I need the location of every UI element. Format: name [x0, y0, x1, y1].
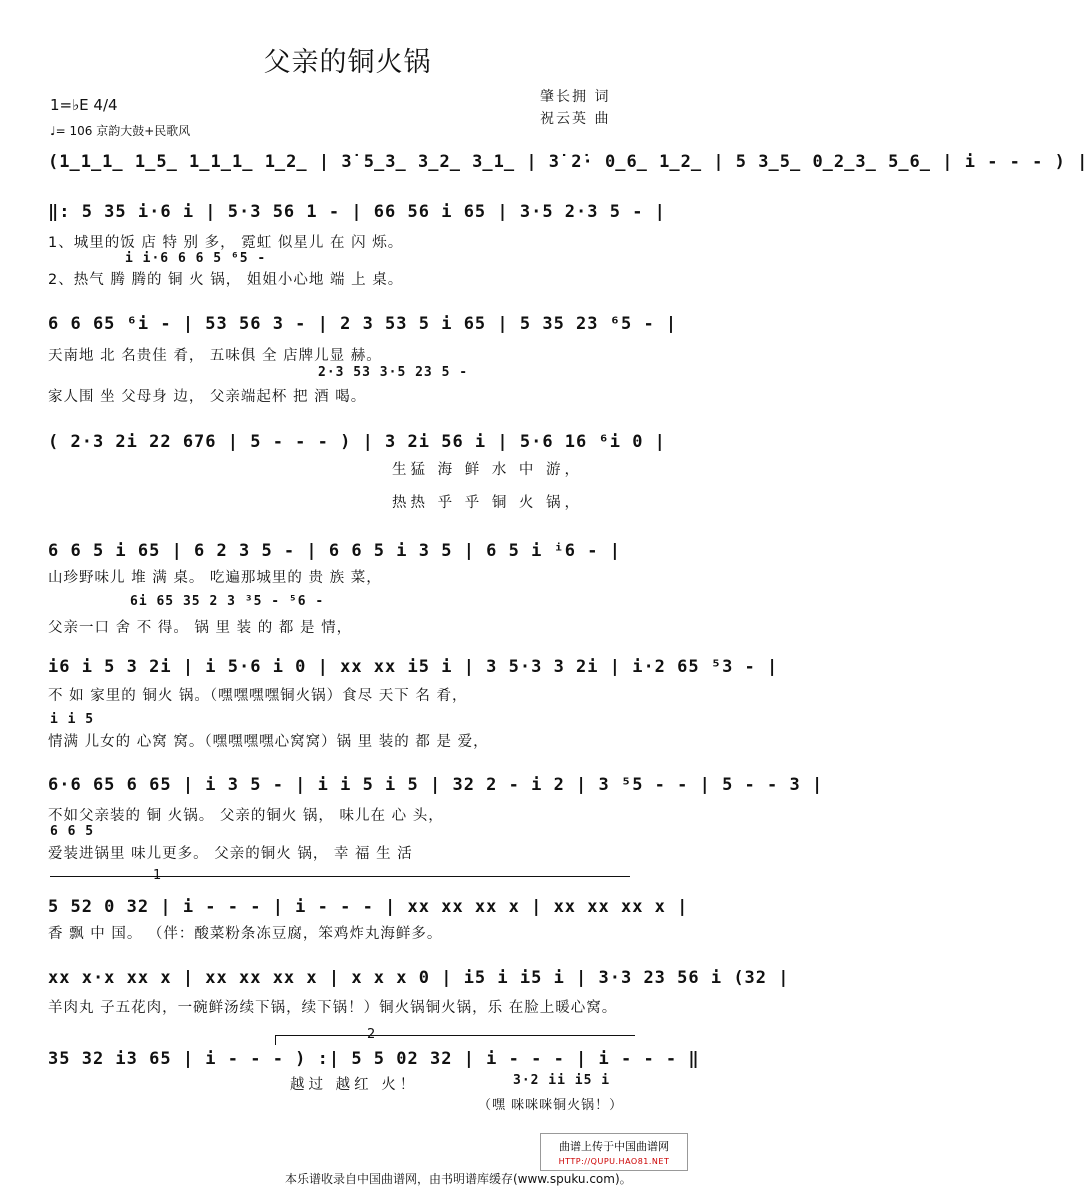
lyric-line-5b: 父亲一口 舍 不 得。 锅 里 装 的 都 是 情，	[48, 620, 353, 636]
score-line-3: 6 6 65 ⁶i - | 53 56 3 - | 2 3 53 5 i 65 | 5 35 23 ⁶5 - |	[48, 314, 678, 334]
lyric-line-9: 羊肉丸 子五花肉，一碗鲜汤续下锅，续下锅！）铜火锅铜火锅，乐 在脸上暖心窝。	[48, 1000, 618, 1016]
watermark-line-2: HTTP://QUPU.HAO81.NET	[558, 1157, 670, 1166]
lyric-line-2a: 1、城里的饭 店 特 别 多， 霓虹 似星儿 在 闪 烁。	[48, 235, 404, 251]
page-title: 父亲的铜火锅	[263, 47, 432, 78]
score-line-8: 5 52 0 32 | i - - - | i - - - | xx xx xx x | xx xx xx x |	[48, 897, 689, 917]
lyric-line-8: 香 飘 中 国。 （伴：酸菜粉条冻豆腐，笨鸡炸丸海鲜多。	[48, 926, 443, 942]
alt-notes-10: 3·2 ii i5 i	[513, 1073, 611, 1088]
alt-notes-3: 2·3 53 3·5 23 5 -	[318, 365, 469, 380]
lyric-line-6b: 情满 儿女的 心窝 窝。（嘿嘿嘿嘿心窝窝）锅 里 装的 都 是 爱，	[48, 734, 489, 750]
lyric-line-2b: 2、热气 腾 腾的 铜 火 锅， 姐姐小心地 端 上 桌。	[48, 272, 404, 288]
score-line-7: 6·6 65 6 65 | i 3 5 - | i i 5 i 5 | 32 2 - i 2 | 3 ⁵5 - - | 5 - - 3 |	[48, 775, 824, 795]
score-line-5: 6 6 5 i 65 | 6 2 3 5 - | 6 6 5 i 3 5 | 6 5 i ⁱ6 - |	[48, 541, 621, 561]
score-line-10: 35 32 i3 65 | i - - - ) :| 5 5 02 32 | i - - - | i - - - ‖	[48, 1049, 700, 1069]
watermark-box	[540, 1133, 688, 1171]
lyric-line-10b: （嘿 咪咪咪铜火锅！）	[478, 1098, 624, 1113]
score-line-1: (1̲1̲1̲ 1̲5̲ 1̲1̲1̲ 1̲2̲ | 3̇ 5̲3̲ 3̲2̲ 3̲1̲ | 3̇ 2̇· 0̲6̲ 1̲2̲ | 5 3̲5̲ 0̲2̲3̲ 5̲6̲ | i - - - ) |	[48, 152, 1088, 172]
lyric-line-3b: 家人围 坐 父母身 边， 父亲端起杯 把 酒 喝。	[48, 389, 367, 405]
lyric-line-10a: 越过 越红 火！	[290, 1077, 419, 1093]
lyric-line-4b: 热热 乎 乎 铜 火 锅，	[392, 495, 584, 511]
score-line-6: i6 i 5 3 2i | i 5·6 i 0 | xx xx i5 i | 3 5·3 3 2i | i·2 65 ⁵3 - |	[48, 657, 779, 677]
composer-credit: 祝云英 曲	[540, 111, 611, 127]
volta-1-bracket	[50, 876, 630, 877]
score-line-9: xx x·x xx x | xx xx xx x | x x x 0 | i5 i i5 i | 3·3 23 56 i (32 |	[48, 968, 790, 988]
volta-2-bracket	[275, 1035, 635, 1036]
lyric-line-7a: 不如父亲装的 铜 火锅。 父亲的铜火 锅， 味儿在 心 头，	[48, 808, 444, 824]
score-line-4: ( 2·3 2i 22 676 | 5 - - - ) | 3 2i 56 i | 5·6 16 ⁶i 0 |	[48, 432, 666, 452]
lyric-line-7b: 爱装进锅里 味儿更多。 父亲的铜火 锅， 幸 福 生 活	[48, 846, 413, 862]
watermark-line-1: 曲谱上传于中国曲谱网	[559, 1140, 669, 1153]
lyric-line-6a: 不 如 家里的 铜火 锅。（嘿嘿嘿嘿铜火锅）食尽 天下 名 肴，	[48, 688, 468, 704]
tempo-marking: ♩= 106 京韵大鼓+民歌风	[50, 124, 191, 138]
volta-2-hook	[275, 1035, 276, 1045]
lyric-line-4a: 生猛 海 鲜 水 中 游，	[392, 462, 584, 478]
volta-1-label: 1	[153, 868, 162, 883]
alt-notes-7: 6 6 5	[50, 824, 95, 839]
lyricist-credit: 肇长拥 词	[540, 89, 611, 105]
score-line-2: ‖: 5 35 i·6 i | 5·3 56 1 - | 66 56 i 65 | 3·5 2·3 5 - |	[48, 202, 666, 222]
key-signature: 1=♭E 4/4	[50, 96, 118, 114]
lyric-line-3a: 天南地 北 名贵佳 肴， 五味俱 全 店牌儿显 赫。	[48, 348, 382, 364]
lyric-line-5a: 山珍野味儿 堆 满 桌。 吃遍那城里的 贵 族 菜，	[48, 570, 382, 586]
alt-notes-2: i i·6 6 6 5 ⁶5 -	[125, 251, 267, 266]
volta-2-label: 2	[367, 1027, 376, 1042]
source-note: 本乐谱收录自中国曲谱网，由书明谱库缓存(www.spuku.com)。	[285, 1172, 632, 1186]
alt-notes-5: 6i 65 35 2 3 ³5 - ⁵6 -	[130, 594, 325, 609]
alt-notes-6: i i 5	[50, 712, 95, 727]
